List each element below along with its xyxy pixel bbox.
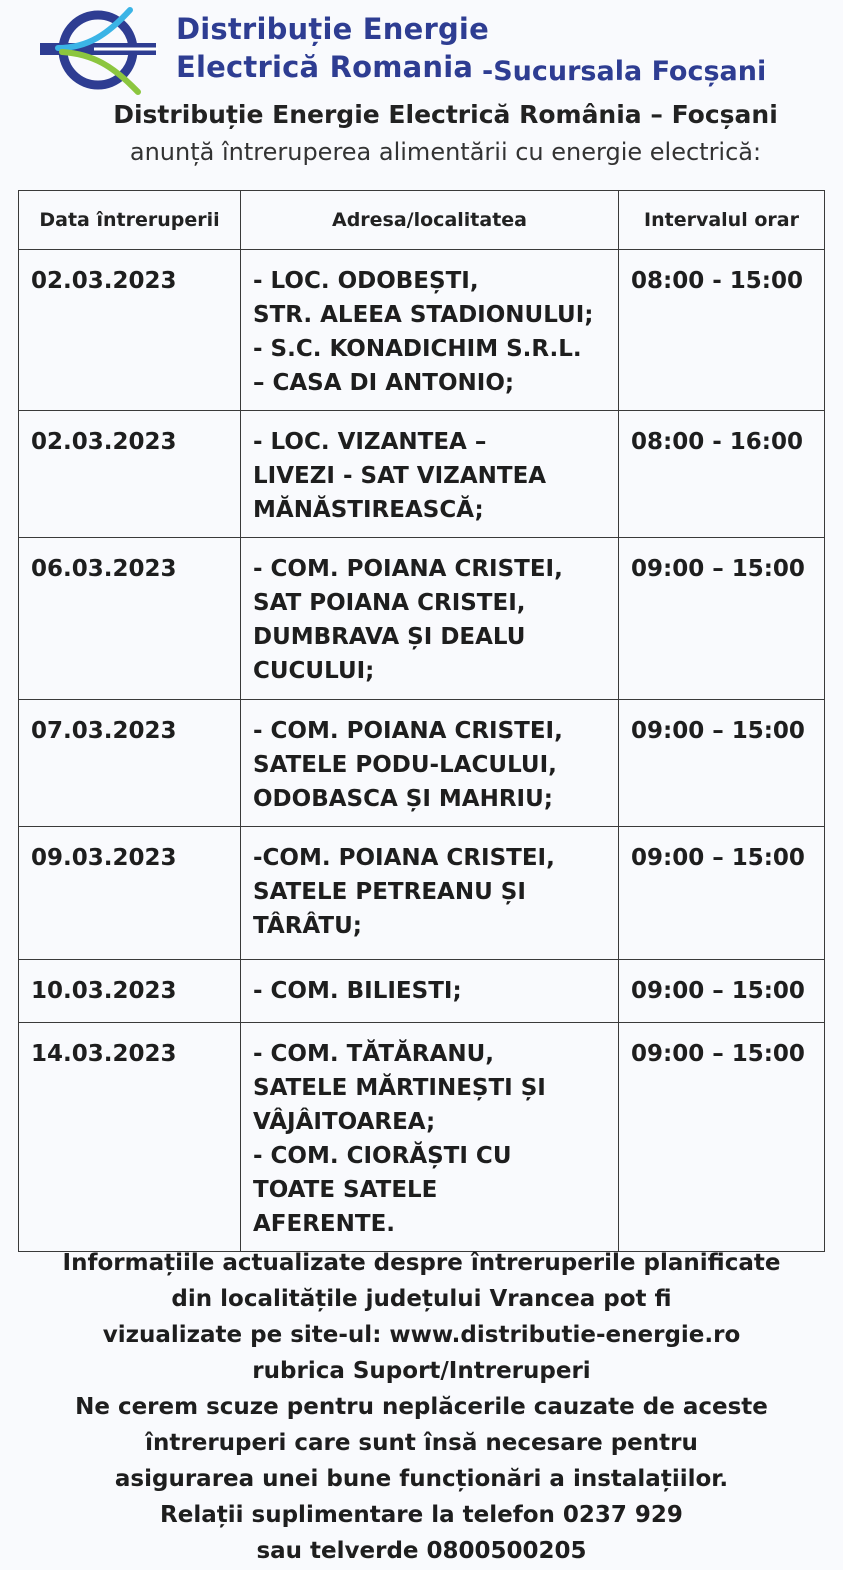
outage-interval: 09:00 – 15:00 [619, 960, 825, 1023]
footer-line: Ne cerem scuze pentru neplăcerile cauzate de aceste [75, 1394, 768, 1420]
header [0, 0, 843, 100]
column-header-date: Data întreruperii [19, 191, 241, 250]
outage-interval: 09:00 – 15:00 [619, 1023, 825, 1252]
footer-line: din localitățile județului Vrancea pot fi [171, 1286, 672, 1312]
outage-address [241, 827, 619, 960]
table-row [19, 827, 825, 960]
outage-date: 02.03.2023 [19, 411, 241, 538]
column-header-address: Adresa/localitatea [241, 191, 619, 250]
outage-table [18, 190, 825, 1252]
footer-line: întreruperi care sunt însă necesare pentru [145, 1430, 698, 1456]
footer-line: sau telverde 0800500205 [256, 1538, 587, 1564]
address-line: SATELE PODU-LACULUI, [253, 752, 557, 778]
notice-title: Distribuție Energie Electrică România – Focșani [113, 100, 778, 129]
table-row [19, 411, 825, 538]
address-line: -COM. POIANA CRISTEI, [253, 845, 555, 871]
footer-line: Relații suplimentare la telefon 0237 929 [160, 1502, 683, 1528]
company-logo-icon [38, 4, 160, 96]
address-line: DUMBRAVA ȘI DEALU [253, 624, 526, 650]
address-line: - S.C. KONADICHIM S.R.L. [253, 336, 582, 362]
footer-line: rubrica Suport/Intreruperi [252, 1358, 591, 1384]
outage-address [241, 250, 619, 411]
outage-address [241, 411, 619, 538]
address-line: - COM. TĂTĂRANU, [253, 1041, 494, 1067]
address-line: TÂRÂTU; [253, 913, 362, 939]
address-line: - COM. POIANA CRISTEI, [253, 718, 563, 744]
outage-date: 07.03.2023 [19, 700, 241, 827]
address-line: - COM. POIANA CRISTEI, [253, 556, 563, 582]
outage-address [241, 1023, 619, 1252]
brand-name-line2: Electrică Romania [176, 50, 474, 84]
outage-address [241, 700, 619, 827]
address-line: SATELE PETREANU ȘI [253, 879, 526, 905]
outage-date: 14.03.2023 [19, 1023, 241, 1252]
address-line: SAT POIANA CRISTEI, [253, 590, 526, 616]
branch-name: -Sucursala Focșani [482, 56, 767, 87]
address-line: LIVEZI - SAT VIZANTEA [253, 463, 547, 489]
address-line: – CASA DI ANTONIO; [253, 370, 515, 396]
table-row [19, 1023, 825, 1252]
footer-info [0, 1245, 843, 1569]
outage-interval: 09:00 – 15:00 [619, 538, 825, 700]
address-line: CUCULUI; [253, 658, 375, 684]
outage-address [241, 538, 619, 700]
address-line: AFERENTE. [253, 1211, 396, 1237]
address-line: MĂNĂSTIREASCĂ; [253, 497, 484, 523]
outage-date: 06.03.2023 [19, 538, 241, 700]
outage-date: 02.03.2023 [19, 250, 241, 411]
notice-subtitle: anunță întreruperea alimentării cu energie electrică: [129, 138, 762, 166]
brand-name-line1: Distribuție Energie [176, 12, 489, 46]
outage-interval: 08:00 - 16:00 [619, 411, 825, 538]
table-row [19, 700, 825, 827]
outage-date: 09.03.2023 [19, 827, 241, 960]
address-line: - LOC. ODOBEȘTI, [253, 268, 479, 294]
address-line: STR. ALEEA STADIONULUI; [253, 302, 594, 328]
footer-line: asigurarea unei bune funcționări a instalațiilor. [114, 1466, 729, 1492]
footer-line: vizualizate pe site-ul: www.distributie-energie.ro [102, 1322, 741, 1348]
table-row [19, 538, 825, 700]
outage-interval: 08:00 - 15:00 [619, 250, 825, 411]
footer-line: Informațiile actualizate despre întreruperile planificate [62, 1250, 781, 1276]
column-header-interval: Intervalul orar [619, 191, 825, 250]
table-row [19, 960, 825, 1023]
address-line: VÂJÂITOAREA; [253, 1109, 436, 1135]
address-line: TOATE SATELE [253, 1177, 438, 1203]
address-line: - COM. CIORĂȘTI CU [253, 1143, 512, 1169]
outage-address [241, 960, 619, 1023]
address-line: - COM. BILIESTI; [253, 978, 462, 1004]
outage-interval: 09:00 – 15:00 [619, 827, 825, 960]
table-header-row [19, 191, 825, 250]
address-line: ODOBASCA ȘI MAHRIU; [253, 786, 553, 812]
outage-interval: 09:00 – 15:00 [619, 700, 825, 827]
address-line: - LOC. VIZANTEA – [253, 429, 487, 455]
address-line: SATELE MĂRTINEȘTI ȘI [253, 1075, 546, 1101]
table-row [19, 250, 825, 411]
outage-date: 10.03.2023 [19, 960, 241, 1023]
